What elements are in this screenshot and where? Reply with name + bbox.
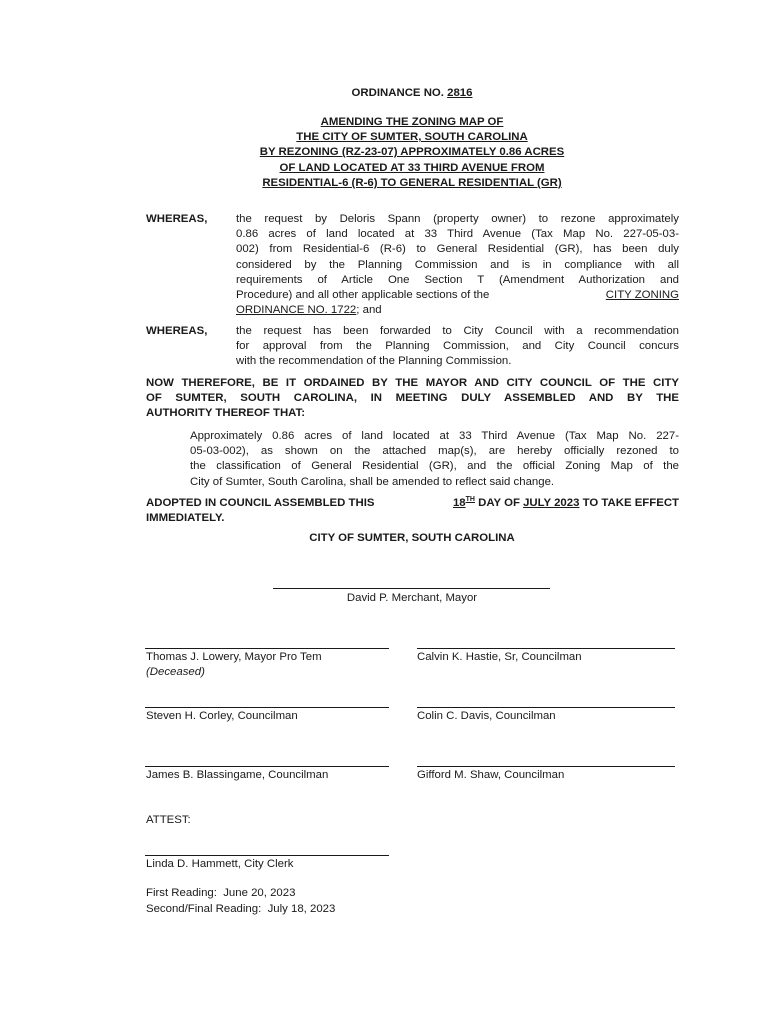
title-line: THE CITY OF SUMTER, SOUTH CAROLINA [296,131,528,144]
ordaining-clause [146,376,679,422]
zoning-ordinance-ref-part2: ORDINANCE NO. 1722 [236,304,357,317]
first-reading: First Reading: June 20, 2023 [146,887,296,899]
title-line: BY REZONING (RZ-23-07) APPROXIMATELY 0.86 ACRES [259,146,565,159]
clause-line: 0.86 acres of land located at 33 Third Avenue (Tax Map No. 227-05-03- [236,228,679,241]
signatory-name: James B. Blassingame, Councilman [146,769,329,781]
signature-line [145,766,389,767]
ordinance-title [0,115,770,191]
signature-line [145,648,389,649]
signatory-name: Calvin K. Hastie, Sr, Councilman [417,651,582,663]
clause-suffix: ; and [356,304,382,317]
adoption-month-year: JULY 2023 [523,497,580,509]
clause-line: the request has been forwarded to City Council with a recommendation [236,325,679,337]
city-heading: CITY OF SUMTER, SOUTH CAROLINA [309,532,515,544]
rezoning-paragraph [190,429,679,490]
signatory-name: Steven H. Corley, Councilman [146,710,298,722]
zoning-ordinance-ref-part1: CITY ZONING [605,289,679,302]
ordinance-number: 2816 [447,87,473,99]
ordaining-line: AUTHORITY THEREOF THAT: [146,407,306,420]
adoption-prefix: ADOPTED IN COUNCIL ASSEMBLED THIS [146,497,378,509]
title-line: AMENDING THE ZONING MAP OF [320,116,504,128]
signature-line [417,766,675,767]
signature-line [145,707,389,708]
adoption-date [453,496,679,511]
adoption-line-2: IMMEDIATELY. [146,512,225,525]
ordinance-prefix: ORDINANCE NO. [351,87,448,99]
ordinance-number-heading [0,86,770,101]
attest-label: ATTEST: [146,814,191,826]
whereas-clause-1 [236,212,679,318]
clerk-signature-line [145,855,389,856]
paragraph-line: City of Sumter, South Carolina, shall be amended to reflect said change. [190,475,555,488]
clause-line: considered by the Planning Commission and is in compliance with all [236,258,679,271]
clause-line: 002) from Residential-6 (R-6) to General Residential (GR), has been duly [236,243,679,256]
clause-line: the request by Deloris Spann (property owner) to rezone approximately [236,213,679,225]
signature-line [417,707,675,708]
adoption-day-suffix: TH [465,496,475,504]
paragraph-line: Approximately 0.86 acres of land located at 33 Third Avenue (Tax Map No. 227- [190,430,679,442]
whereas-label: WHEREAS, [146,325,208,337]
signatory-note: (Deceased) [146,666,205,678]
adoption-suffix: TO TAKE EFFECT [579,497,679,509]
mayor-name: David P. Merchant, Mayor [346,592,478,604]
signatory-name: Thomas J. Lowery, Mayor Pro Tem [146,651,322,663]
clause-line: with the recommendation of the Planning Commission. [236,355,512,368]
adoption-line [146,496,679,511]
clause-line: Procedure) and all other applicable sections of the [236,289,490,302]
clause-line-last [236,303,679,318]
signatory-name: Colin C. Davis, Councilman [417,710,556,722]
clause-line: requirements of Article One Section T (Amendment Authorization and [236,273,679,286]
adoption-statement [146,496,679,526]
clause-line-with-link [236,288,679,303]
paragraph-line: the classification of General Residential (GR), and the official Zoning Map of the [190,460,679,473]
adoption-middle: DAY OF [474,497,524,509]
clerk-name: Linda D. Hammett, City Clerk [146,858,294,870]
whereas-label: WHEREAS, [146,213,208,225]
ordaining-line: NOW THEREFORE, BE IT ORDAINED BY THE MAYOR AND CITY COUNCIL OF THE CITY [146,377,679,389]
whereas-clause-2 [236,324,679,370]
clause-line: for approval from the Planning Commission, and City Council concurs [236,340,679,353]
paragraph-line: 05-03-002), as shown on the attached map(s), are hereby officially rezoned to [190,445,679,458]
title-line: RESIDENTIAL-6 (R-6) TO GENERAL RESIDENTIAL (GR) [262,176,562,189]
signatory-name: Gifford M. Shaw, Councilman [417,769,565,781]
title-line: OF LAND LOCATED AT 33 THIRD AVENUE FROM [279,161,545,174]
signature-line [417,648,675,649]
ordaining-line: OF SUMTER, SOUTH CAROLINA, IN MEETING DULY ASSEMBLED AND BY THE [146,392,679,405]
second-reading: Second/Final Reading: July 18, 2023 [146,903,336,915]
adoption-day: 18 [452,497,466,509]
mayor-signature-line [273,588,550,589]
